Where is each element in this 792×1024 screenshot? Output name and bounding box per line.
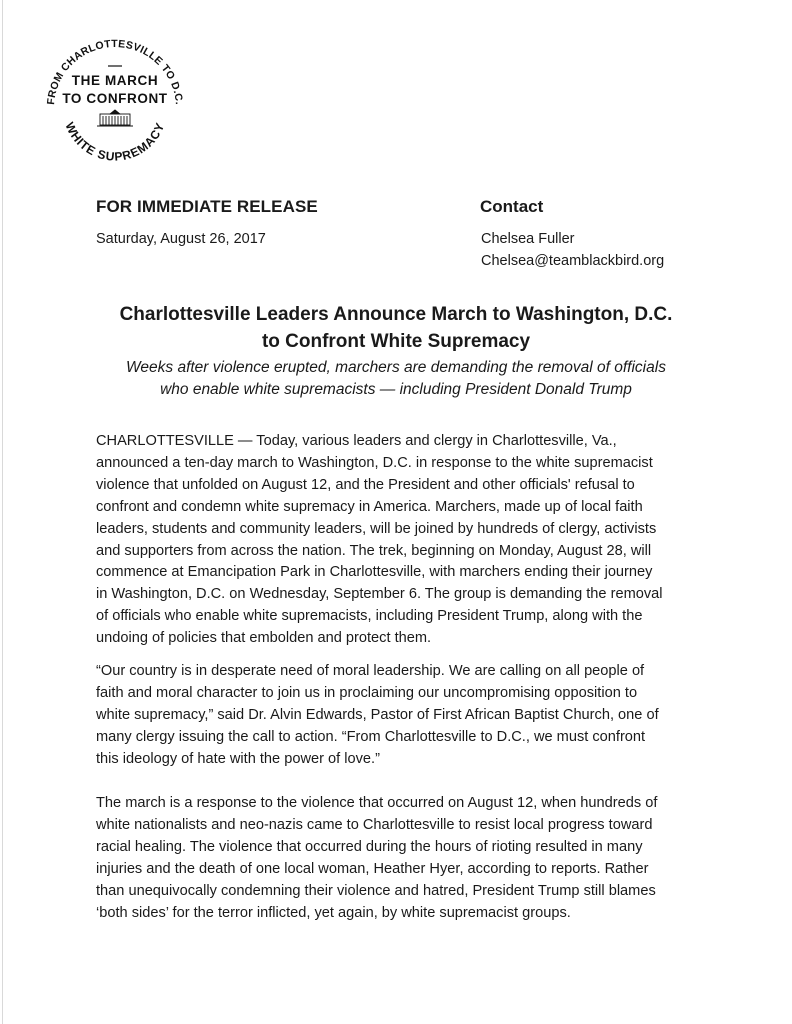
body-paragraph-1 bbox=[96, 431, 706, 650]
paragraph-line: leaders, students and community leaders, will be joined by hundreds of clergy, activists bbox=[96, 520, 657, 537]
paragraph-line: ‘both sides’ for the terror inflicted, yet again, by white supremacist groups. bbox=[96, 904, 571, 921]
contact-label: Contact bbox=[480, 197, 544, 216]
paragraph-line: injuries and the death of one local woman, Heather Hyer, according to reports. Rather bbox=[96, 860, 649, 877]
release-date: Saturday, August 26, 2017 bbox=[96, 231, 266, 247]
paragraph-line: this ideology of hate with the power of love.” bbox=[96, 750, 380, 767]
release-label: FOR IMMEDIATE RELEASE bbox=[96, 197, 318, 216]
body-paragraph-3 bbox=[96, 793, 706, 924]
paragraph-line: confront and condemn white supremacy in America. Marchers, made up of local faith bbox=[96, 498, 643, 515]
paragraph-line: violence that unfolded on August 12, and the President and other officials' refusal to bbox=[96, 476, 635, 493]
subheadline bbox=[60, 357, 732, 401]
paragraph-line: announced a ten-day march to Washington, D.C. in response to the white supremacist bbox=[96, 454, 653, 471]
logo-arc-top-text: FROM CHARLOTTESVILLE TO D.C. bbox=[45, 37, 185, 106]
logo-line2: TO CONFRONT bbox=[62, 91, 168, 106]
paragraph-line: CHARLOTTESVILLE — Today, various leaders and clergy in Charlottesville, Va., bbox=[96, 433, 617, 449]
paragraph-line: and supporters from across the nation. The trek, beginning on Monday, August 28, will bbox=[96, 542, 652, 559]
paragraph-line: racial healing. The violence that occurred during the hours of rioting resulted in many bbox=[96, 838, 643, 855]
contact-name: Chelsea Fuller bbox=[481, 231, 575, 247]
headline-line: Charlottesville Leaders Announce March to Washington, D.C. bbox=[119, 304, 673, 325]
subheadline-line: Weeks after violence erupted, marchers are demanding the removal of officials bbox=[126, 359, 666, 376]
paragraph-line: of officials who enable white supremacists, including President Trump, along with the bbox=[96, 608, 643, 625]
logo-svg bbox=[40, 30, 190, 180]
paragraph-line: faith and moral character to join us in proclaiming our uncompromising opposition to bbox=[96, 684, 638, 701]
white-house-icon bbox=[97, 110, 133, 126]
logo-arc-bottom-text: WHITE SUPREMACY bbox=[62, 120, 168, 164]
paragraph-line: white nationalists and neo-nazis came to Charlottesville to resist local progress toward bbox=[96, 816, 653, 833]
paragraph-line: undoing of policies that embolden and protect them. bbox=[96, 630, 432, 647]
paragraph-line: commence at Emancipation Park in Charlottesville, with marchers ending their journey bbox=[96, 564, 653, 581]
march-logo bbox=[40, 30, 190, 180]
paragraph-line: “Our country is in desperate need of moral leadership. We are calling on all people of bbox=[96, 663, 645, 679]
headline bbox=[60, 301, 732, 355]
contact-email: Chelsea@teamblackbird.org bbox=[481, 253, 665, 269]
paragraph-line: than unequivocally condemning their violence and hatred, President Trump still blames bbox=[96, 882, 656, 899]
headline-line: to Confront White Supremacy bbox=[261, 331, 531, 352]
paragraph-line: in Washington, D.C. on Wednesday, September 6. The group is demanding the removal bbox=[96, 586, 663, 603]
body-paragraph-2 bbox=[96, 661, 706, 771]
page-edge bbox=[2, 0, 3, 1024]
paragraph-line: many clergy issuing the call to action. “From Charlottesville to D.C., we must confront bbox=[96, 728, 646, 745]
logo-line1: THE MARCH bbox=[71, 73, 159, 88]
paragraph-line: The march is a response to the violence that occurred on August 12, when hundreds of bbox=[96, 795, 658, 811]
paragraph-line: white supremacy,” said Dr. Alvin Edwards, Pastor of First African Baptist Church, one of bbox=[96, 706, 659, 723]
subheadline-line: who enable white supremacists — including President Donald Trump bbox=[160, 381, 632, 398]
